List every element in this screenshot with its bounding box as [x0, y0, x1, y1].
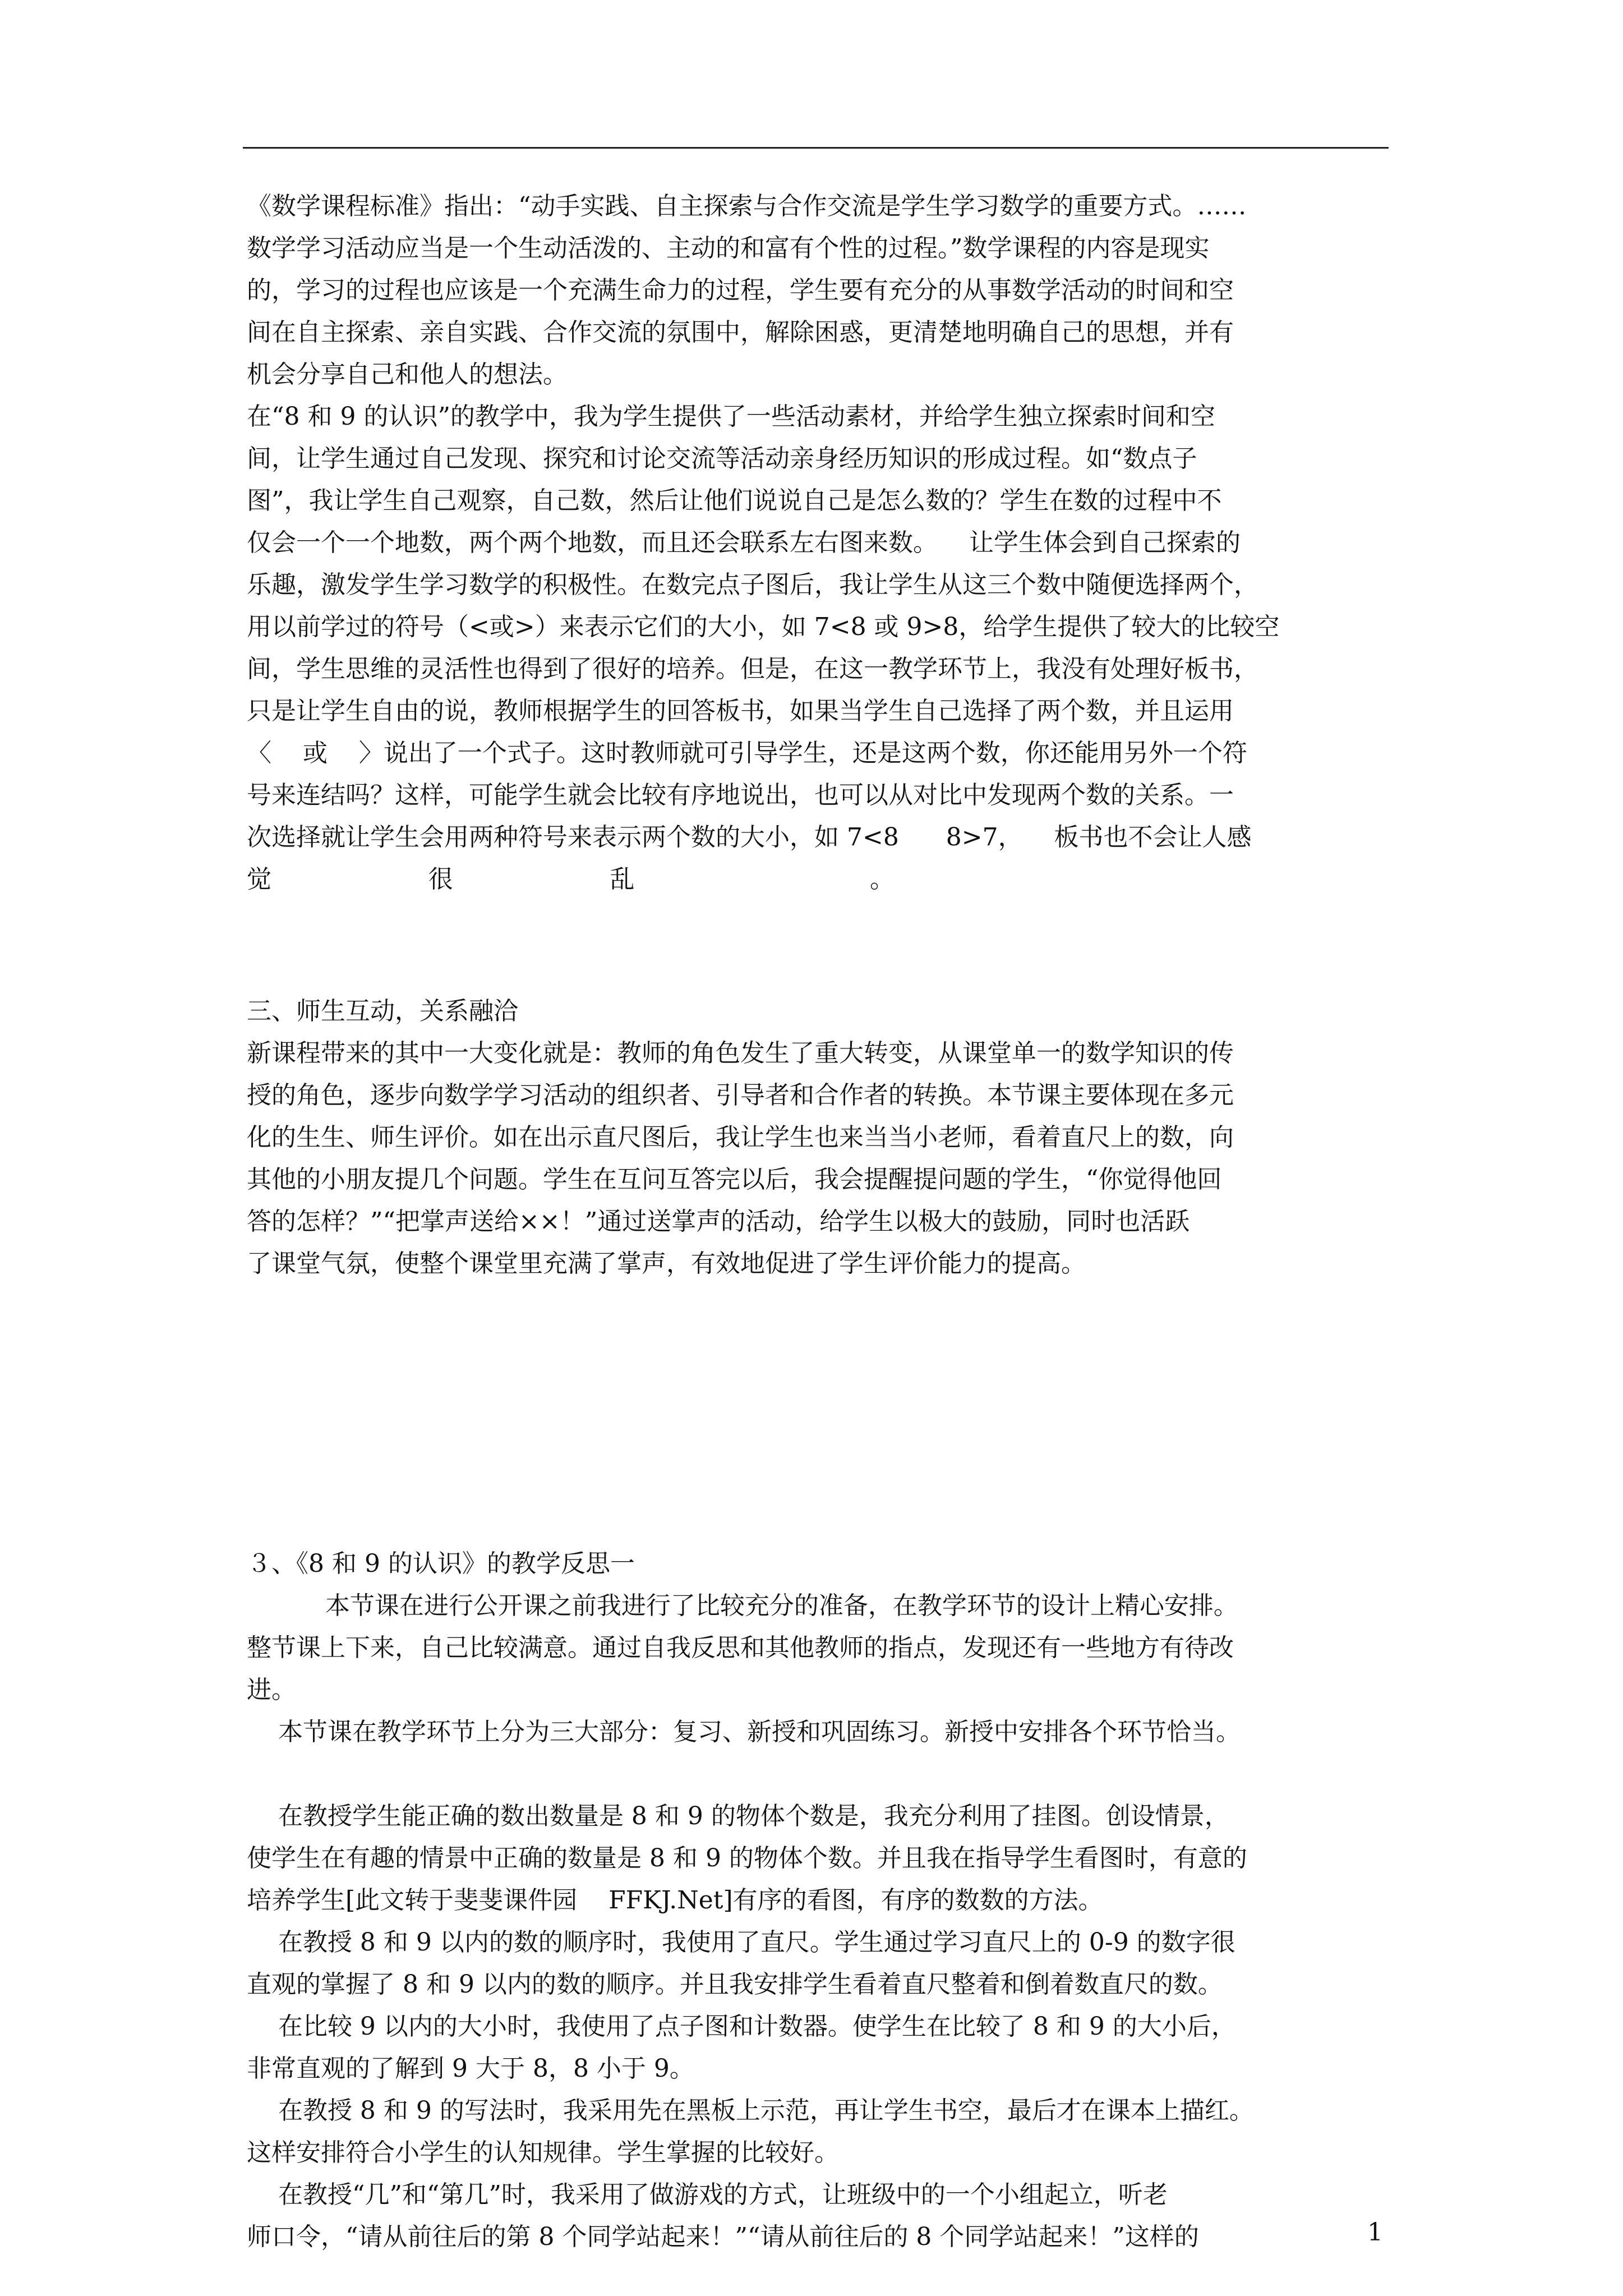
text-line: 次选择就让学生会用两种符号来表示两个数的大小，如 7<8 8>7， 板书也不会让人感: [247, 823, 1252, 852]
text-line: 在比较 9 以内的大小时，我使用了点子图和计数器。使学生在比较了 8 和 9 的大小后，: [247, 2012, 1236, 2041]
text-line: 在“8 和 9 的认识”的教学中，我为学生提供了一些活动素材，并给学生独立探索时间和空: [247, 402, 1215, 431]
text-line: 这样安排符合小学生的认知规律。学生掌握的比较好。: [247, 2138, 839, 2167]
text-line: ３、《8 和 9 的认识》的教学反思一: [247, 1549, 635, 1578]
text-line: 在教授学生能正确的数出数量是 8 和 9 的物体个数是，我充分利用了挂图。创设情景，: [247, 1802, 1229, 1830]
paragraph-block-section-three: [247, 990, 1385, 1285]
text-line: 整节课上下来，自己比较满意。通过自我反思和其他教师的指点，发现还有一些地方有待改: [247, 1634, 1234, 1662]
text-line: 觉 很 乱 。: [247, 865, 895, 894]
text-line: 用以前学过的符号（<或>）来表示它们的大小，如 7<8 或 9>8，给学生提供了较大的比较空: [247, 613, 1280, 641]
text-line: 乐趣，激发学生学习数学的积极性。在数完点子图后，我让学生从这三个数中随便选择两个，: [247, 570, 1258, 599]
text-line: 〈 或 〉说出了一个式子。这时教师就可引导学生，还是这两个数，你还能用另外一个符: [247, 739, 1247, 767]
text-line: 只是让学生自由的说，教师根据学生的回答板书，如果当学生自己选择了两个数，并且运用: [247, 697, 1234, 725]
text-line: 直观的掌握了 8 和 9 以内的数的顺序。并且我安排学生看着直尺整着和倒着数直尺的数。: [247, 1970, 1223, 1999]
text-line: 间在自主探索、亲自实践、合作交流的氛围中，解除困惑，更清楚地明确自己的思想，并有: [247, 318, 1234, 347]
text-line: 本节课在教学环节上分为三大部分：复习、新授和巩固练习。新授中安排各个环节恰当。: [247, 1718, 1241, 1746]
text-line: 本节课在进行公开课之前我进行了比较充分的准备，在教学环节的设计上精心安排。: [247, 1591, 1238, 1620]
text-line: 仅会一个一个地数，两个两个地数，而且还会联系左右图来数。 让学生体会到自己探索的: [247, 528, 1241, 557]
text-line: 非常直观的了解到 9 大于 8，8 小于 9。: [247, 2054, 694, 2083]
paragraph-block-reflection: [247, 1543, 1385, 2258]
text-line: 间，让学生通过自己发现、探究和讨论交流等活动亲身经历知识的形成过程。如“数点子: [247, 444, 1197, 473]
text-line: 使学生在有趣的情景中正确的数量是 8 和 9 的物体个数。并且我在指导学生看图时，有意的: [247, 1844, 1247, 1872]
header-rule: [243, 147, 1389, 149]
text-line: 答的怎样？”“把掌声送给××！”通过送掌声的活动，给学生以极大的鼓励，同时也活跃: [247, 1207, 1190, 1236]
text-line: 数学学习活动应当是一个生动活泼的、主动的和富有个性的过程。”数学课程的内容是现实: [247, 234, 1210, 263]
paragraph-block-intro: [247, 185, 1385, 900]
page-number: 1: [1367, 2218, 1383, 2247]
text-line: 号来连结吗？这样，可能学生就会比较有序地说出，也可以从对比中发现两个数的关系。一: [247, 781, 1234, 809]
text-line: 授的角色，逐步向数学学习活动的组织者、引导者和合作者的转换。本节课主要体现在多元: [247, 1081, 1234, 1110]
text-line: 培养学生[此文转于斐斐课件园 FFKJ.Net]有序的看图，有序的数数的方法。: [247, 1886, 1103, 1915]
text-line: 师口令，“请从前往后的第 8 个同学站起来！”“请从前往后的 8 个同学站起来！”这样的: [247, 2223, 1199, 2251]
text-line: 其他的小朋友提几个问题。学生在互问互答完以后，我会提醒提问题的学生，“你觉得他回: [247, 1165, 1222, 1194]
text-line: 机会分享自己和他人的想法。: [247, 360, 568, 389]
text-line: 在教授 8 和 9 的写法时，我采用先在黑板上示范，再让学生书空，最后才在课本上描红。: [247, 2096, 1254, 2125]
text-line: 在教授“几”和“第几”时，我采用了做游戏的方式，让班级中的一个小组起立，听老: [247, 2180, 1168, 2209]
text-line: 进。: [247, 1676, 296, 1704]
text-line: 三、师生互动，关系融洽: [247, 997, 518, 1025]
text-line: 化的生生、师生评价。如在出示直尺图后，我让学生也来当当小老师，看着直尺上的数，向: [247, 1123, 1234, 1152]
text-line: [247, 1753, 1385, 1795]
text-line: 了课堂气氛，使整个课堂里充满了掌声，有效地促进了学生评价能力的提高。: [247, 1249, 1086, 1278]
text-line: 新课程带来的其中一大变化就是：教师的角色发生了重大转变，从课堂单一的数学知识的传: [247, 1039, 1234, 1068]
text-line: 间，学生思维的灵活性也得到了很好的培养。但是，在这一教学环节上，我没有处理好板书，: [247, 655, 1258, 683]
text-line: 《数学课程标准》指出：“动手实践、自主探索与合作交流是学生学习数学的重要方式。……: [247, 192, 1247, 220]
text-line: 图”，我让学生自己观察，自己数，然后让他们说说自己是怎么数的？学生在数的过程中不: [247, 486, 1222, 515]
text-line: 的，学习的过程也应该是一个充满生命力的过程，学生要有充分的从事数学活动的时间和空: [247, 276, 1234, 305]
text-line: 在教授 8 和 9 以内的数的顺序时，我使用了直尺。学生通过学习直尺上的 0-9 的数字很: [247, 1928, 1235, 1957]
